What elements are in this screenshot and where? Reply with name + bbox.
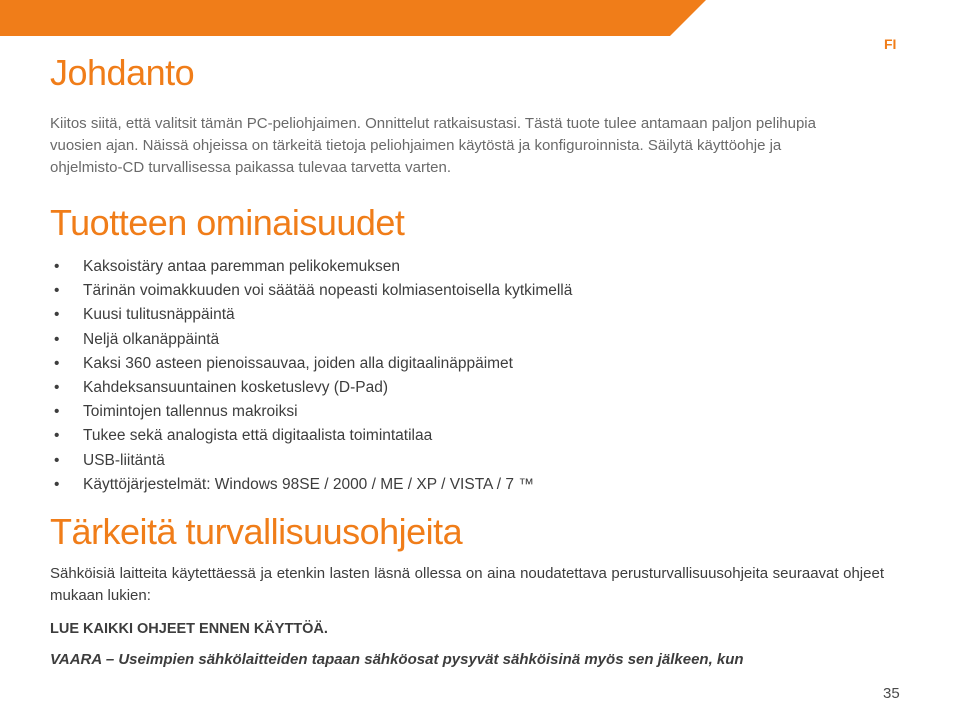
list-item: • Kahdeksansuuntainen kosketuslevy (D-Pad) (50, 376, 900, 400)
bullet-icon: • (54, 427, 60, 445)
caps-notice: LUE KAIKKI OHJEET ENNEN KÄYTTÖÄ. (50, 621, 328, 637)
list-item: • Tärinän voimakkuuden voi säätää nopeasti kolmiasentoisella kytkimellä (50, 279, 900, 303)
bullet-icon: • (54, 451, 60, 469)
bullet-icon: • (54, 354, 60, 372)
section-title-safety: Tärkeitä turvallisuusohjeita (50, 511, 463, 552)
bullet-icon: • (54, 403, 60, 421)
bullet-icon: • (54, 258, 60, 275)
header-orange-band (0, 0, 706, 36)
list-item: • Kaksoistäry antaa paremman pelikokemuksen (50, 255, 900, 279)
list-item: • Tukee sekä analogista että digitaalista toimintatilaa (50, 424, 900, 448)
list-item: • Kuusi tulitusnäppäintä (50, 303, 900, 327)
list-item: • USB-liitäntä (50, 449, 900, 473)
safety-paragraph: Sähköisiä laitteita käytettäessä ja etenkin lasten läsnä ollessa on aina noudatettava perusturvallisuusohjeita seuraavat ohjeet mukaan lukien: (50, 565, 884, 604)
bullet-icon: • (54, 379, 60, 397)
bullet-icon: • (54, 282, 60, 300)
list-item: • Käyttöjärjestelmät: Windows 98SE / 2000 / ME / XP / VISTA / 7 ™ (50, 473, 900, 497)
features-list (50, 255, 900, 497)
page-number: 35 (883, 685, 900, 702)
bullet-icon: • (54, 306, 60, 324)
bullet-icon: • (54, 475, 60, 493)
list-item: • Neljä olkanäppäintä (50, 328, 900, 352)
language-code: FI (884, 36, 897, 52)
bullet-icon: • (54, 330, 60, 348)
list-item: • Kaksi 360 asteen pienoissauvaa, joiden alla digitaalinäppäimet (50, 352, 900, 376)
list-item: • Toimintojen tallennus makroiksi (50, 400, 900, 424)
danger-warning: VAARA – Useimpien sähkölaitteiden tapaan sähköosat pysyvät sähköisinä myös sen jälkeen, kun (50, 651, 744, 668)
section-title-intro: Johdanto (50, 52, 195, 93)
header-bar (0, 0, 954, 38)
section-title-features: Tuotteen ominaisuudet (50, 202, 405, 243)
intro-paragraph: Kiitos siitä, että valitsit tämän PC-peliohjaimen. Onnittelut ratkaisustasi. Tästä tuote tulee antamaan paljon pelihupia vuosien ajan. Näissä ohjeissa on tärkeitä tietoja peliohjaimen käytöstä ja konfiguroinnista. Säilytä käyttöohje ja ohjelmisto-CD turvallisessa paikassa tulevaa tarvetta varten. (50, 115, 816, 176)
